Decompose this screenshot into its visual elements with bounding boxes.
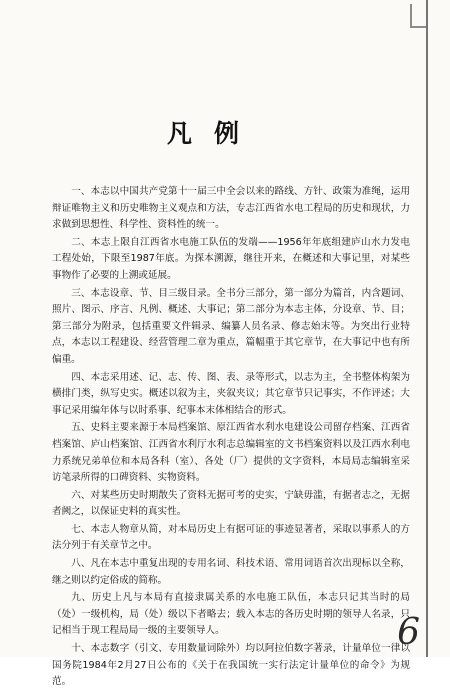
paragraph-9: 九、历史上凡与本局有直接隶属关系的水电施工队伍，本志只记其当时的局（处）一级机构，局（处）级以下者略去；载入本志的各历史时期的领导人名录，只记相当于现工程局局一级的主要领导人。 bbox=[52, 592, 410, 637]
paragraph-1: 一、本志以中国共产党第十一届三中全会以来的路线、方针、政策为准绳，运用辩证唯物主义和历史唯物主义观点和方法，专志江西省水电工程局的历史和现状，力求做到思想性、科学性、资料性的统一。 bbox=[52, 186, 410, 231]
paragraph-6: 六、对某些历史时期散失了资料无据可考的史实，宁缺毋滥，有据者志之，无据者阙之，以保证史料的真实性。 bbox=[52, 489, 410, 518]
paragraph-5: 五、史料主要来源于本局档案馆、原江西省水利水电建设公司留存档案、江西省档案馆、庐山档案馆、江西省水利厅水利志总编辑室的文书档案资料以及江西水利电力系统兄弟单位和本局各科（室）、各处（厂）提供的文字资料，本局局志编辑室采访笔录所得的口碑资料、实物资料。 bbox=[52, 422, 410, 484]
corner-mark bbox=[410, 4, 426, 28]
body-text bbox=[52, 184, 410, 692]
page-title: 凡例 bbox=[166, 119, 261, 148]
page-number: 6 bbox=[397, 612, 420, 653]
paragraph-7: 七、本志人物章从简，对本局历史上有据可证的事迹显著者，采取以事系人的方法分列于有关章节之中。 bbox=[52, 523, 410, 552]
page-edge-line bbox=[426, 0, 428, 657]
paragraph-8: 八、凡在本志中重复出现的专用名词、科技术语、常用词语首次出现标以全称，继之则以约定俗成的简称。 bbox=[52, 558, 410, 586]
paragraph-3: 三、本志设章、节、目三级目录。全书分三部分，第一部分为篇首，内含题词、照片、图示、序言、凡例、概述、大事记；第二部分为本志主体，分设章、节、目；第三部分为附录，包括重要文件辑录、编纂人员名录、修志始末等。为突出行业特点，本志以工程建设、经营管理二章为重点，篇幅重于其它章节，在大事记中也有所偏重。 bbox=[52, 287, 410, 365]
paragraph-4: 四、本志采用述、记、志、传、图、表、录等形式，以志为主，全书整体构架为横排门类，纵写史实。概述以叙为主，夹叙夹议；其它章节只记事实，不作评述；大事记采用编年体与以时系事、纪事本末体相结合的形式。 bbox=[52, 371, 410, 416]
paragraph-10: 十、本志数字（引文、专用数量词除外）均以阿拉伯数字著录，计量单位一律以国务院1984年2月27日公布的《关于在我国统一实行法定计量单位的命令》为规范。 bbox=[52, 643, 410, 688]
paragraph-2: 二、本志上限自江西省水电施工队伍的发端——1956年年底组建庐山水力发电工程处始，下限至1987年底。为探本溯源，继往开来，在概述和大事记里，对某些事物作了必要的上溯或延展。 bbox=[52, 236, 410, 281]
